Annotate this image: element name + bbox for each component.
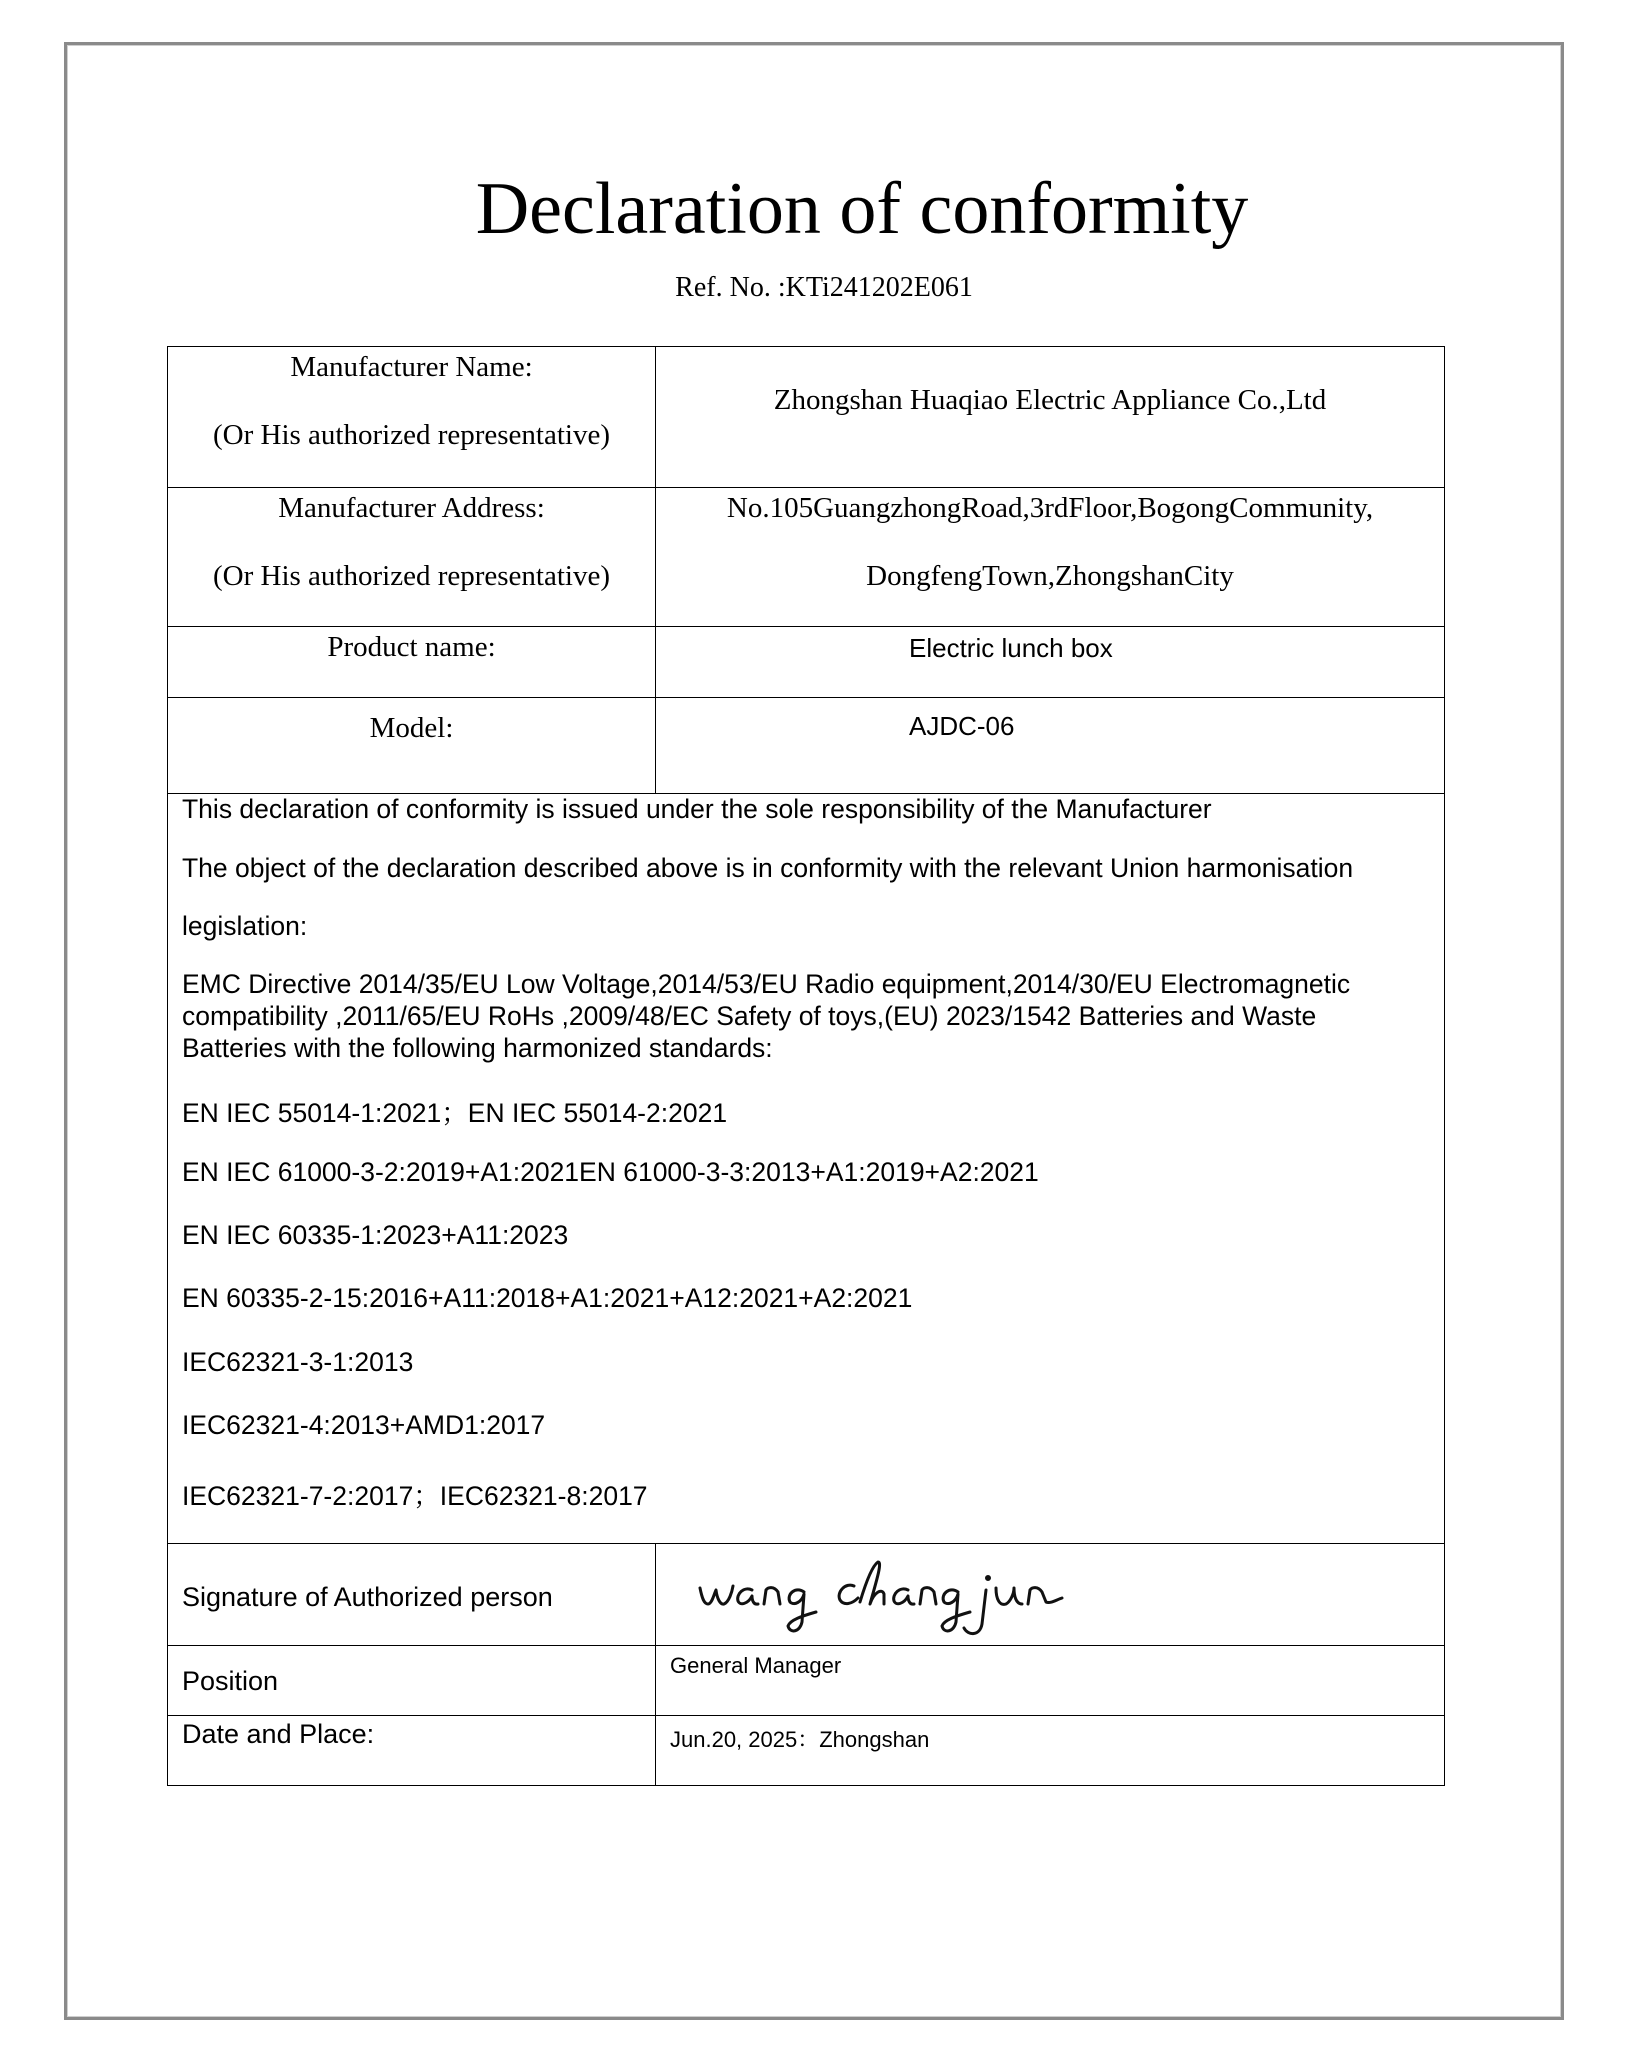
manufacturer-name-label: Manufacturer Name:: [290, 351, 533, 383]
signature-label: Signature of Authorized person: [182, 1582, 553, 1612]
manufacturer-name-sublabel: (Or His authorized representative): [213, 419, 610, 451]
product-value: Electric lunch box: [909, 633, 1113, 663]
product-label-cell: [168, 627, 656, 697]
product-label: Product name:: [327, 631, 496, 663]
manufacturer-name-label-cell: [168, 347, 656, 487]
manufacturer-address-row: [168, 487, 1444, 626]
manufacturer-name-value-cell: [656, 347, 1444, 487]
date-place-row: [168, 1715, 1444, 1785]
manufacturer-address-value-cell: [656, 488, 1444, 626]
manufacturer-address-line2: DongfengTown,ZhongshanCity: [866, 560, 1234, 592]
date-place-value: Jun.20, 2025：Zhongshan: [670, 1727, 930, 1752]
directives-line1: EMC Directive 2014/35/EU Low Voltage,2014/53/EU Radio equipment,2014/30/EU Electromagnetic: [182, 969, 1351, 999]
standard-item: EN 60335-2-15:2016+A11:2018+A1:2021+A12:2021+A2:2021: [182, 1283, 913, 1313]
position-label-cell: [168, 1646, 656, 1715]
model-value: AJDC-06: [909, 711, 1015, 741]
standard-item: IEC62321-4:2013+AMD1:2017: [182, 1410, 546, 1440]
model-row: [168, 697, 1444, 793]
declaration-object-line1: The object of the declaration described above is in conformity with the relevant Union harmonisation: [182, 853, 1354, 883]
standard-item: EN IEC 60335-1:2023+A11:2023: [182, 1220, 569, 1250]
manufacturer-name-row: [168, 347, 1444, 487]
position-value-cell: [656, 1646, 1444, 1715]
model-value-cell: [656, 698, 1444, 793]
document-title: Declaration of conformity: [475, 168, 1249, 250]
product-row: [168, 626, 1444, 697]
declaration-table: [167, 346, 1445, 1786]
manufacturer-name-value: Zhongshan Huaqiao Electric Appliance Co.,Ltd: [773, 384, 1327, 416]
standard-item: IEC62321-3-1:2013: [182, 1347, 414, 1377]
handwritten-signature: [686, 1552, 1086, 1644]
signature-cell: [656, 1544, 1444, 1645]
reference-number: Ref. No. :KTi241202E061: [675, 272, 973, 303]
model-label: Model:: [369, 712, 454, 744]
date-place-value-cell: [656, 1716, 1444, 1785]
position-label: Position: [182, 1666, 279, 1696]
standard-item: IEC62321-7-2:2017；IEC62321-8:2017: [182, 1481, 648, 1511]
product-value-cell: [656, 627, 1444, 697]
manufacturer-address-label: Manufacturer Address:: [278, 492, 545, 524]
manufacturer-address-sublabel: (Or His authorized representative): [213, 560, 610, 592]
declaration-responsibility: This declaration of conformity is issued under the sole responsibility of the Manufacturer: [182, 794, 1212, 824]
manufacturer-address-label-cell: [168, 488, 656, 626]
declaration-body: [168, 794, 1444, 1544]
standard-item: EN IEC 61000-3-2:2019+A1:2021EN 61000-3-3:2013+A1:2019+A2:2021: [182, 1157, 1039, 1187]
declaration-row: [168, 793, 1444, 1543]
date-place-label: Date and Place:: [182, 1719, 375, 1749]
date-place-label-cell: [168, 1716, 656, 1785]
signature-label-cell: [168, 1544, 656, 1645]
standard-item: EN IEC 55014-1:2021；EN IEC 55014-2:2021: [182, 1098, 728, 1128]
position-value: General Manager: [670, 1653, 842, 1678]
manufacturer-address-line1: No.105GuangzhongRoad,3rdFloor,BogongCommunity,: [726, 492, 1374, 524]
declaration-object-line2: legislation:: [182, 911, 308, 941]
signature-row: [168, 1543, 1444, 1645]
directives-line3: Batteries with the following harmonized standards:: [182, 1033, 773, 1063]
model-label-cell: [168, 698, 656, 793]
position-row: [168, 1645, 1444, 1715]
directives-line2: compatibility ,2011/65/EU RoHs ,2009/48/EC Safety of toys,(EU) 2023/1542 Batteries and Waste: [182, 1001, 1317, 1031]
